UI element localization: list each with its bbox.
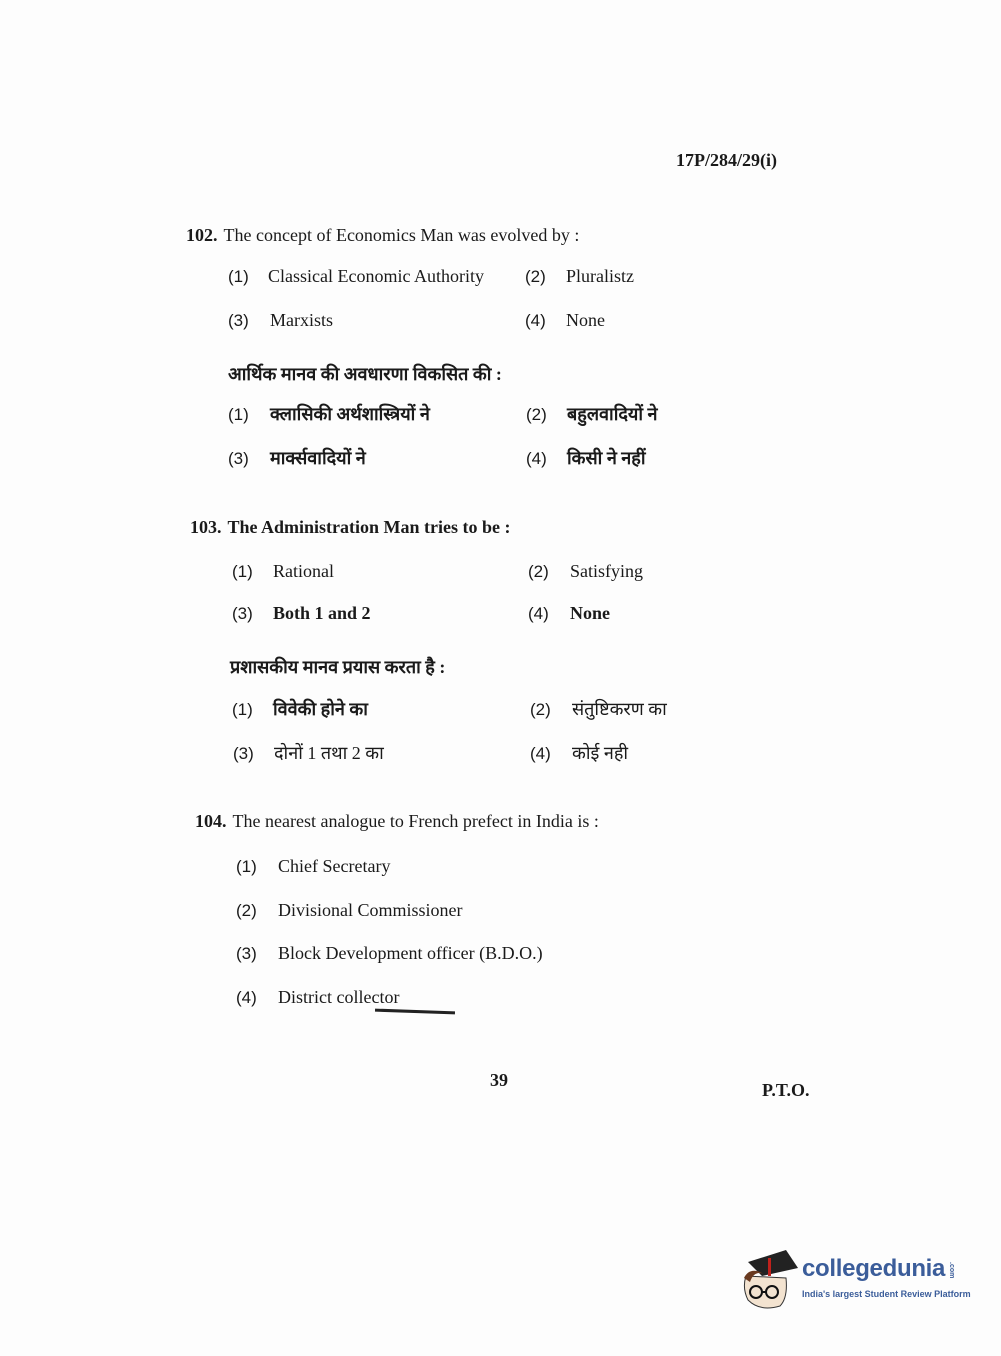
option-number: (3) [228, 449, 249, 468]
option-text: None [566, 310, 605, 330]
option-row [236, 900, 463, 921]
option-text: Block Development officer (B.D.O.) [278, 943, 543, 963]
option-number: (1) [232, 562, 253, 581]
option-row [228, 310, 605, 331]
option-row [232, 603, 610, 624]
option-number: (3) [233, 744, 254, 763]
option-number: (2) [236, 901, 257, 920]
question-text-en: The Administration Man tries to be : [227, 517, 511, 537]
option-number: (1) [228, 267, 249, 286]
option-text: दोनों 1 तथा 2 का [274, 743, 384, 763]
watermark-tagline: India's largest Student Review Platform [802, 1289, 971, 1299]
option-number: (1) [236, 857, 257, 876]
option-number: (4) [526, 449, 547, 468]
option-text: क्लासिकी अर्थशास्त्रियों ने [270, 404, 430, 424]
option-text: Rational [273, 561, 334, 581]
option-number: (4) [236, 988, 257, 1007]
option-text: किसी ने नहीं [567, 448, 646, 468]
option-text: संतुष्टिकरण का [572, 699, 667, 719]
option-row [228, 448, 646, 469]
option-row [236, 987, 399, 1008]
watermark-suffix: .com [948, 1262, 956, 1279]
question-header [186, 224, 579, 246]
page-number: 39 [490, 1070, 508, 1090]
option-text: Both 1 and 2 [273, 603, 371, 623]
option-row [228, 404, 658, 425]
option-row [236, 856, 390, 877]
option-row [233, 743, 628, 764]
option-text: Classical Economic Authority [268, 266, 484, 286]
option-number: (2) [525, 267, 546, 286]
question-number: 102. [186, 225, 218, 245]
collegedunia-watermark [740, 1248, 980, 1318]
option-text: विवेकी होने का [273, 699, 368, 719]
question-text-hi: प्रशासकीय मानव प्रयास करता है : [230, 657, 446, 677]
option-number: (2) [528, 562, 549, 581]
option-text: District collector [278, 987, 400, 1007]
option-text: None [570, 603, 610, 623]
option-number: (2) [526, 405, 547, 424]
option-row [232, 699, 667, 720]
question-header [190, 516, 511, 538]
question-number: 104. [195, 811, 227, 831]
paper-code: 17P/284/29(i) [676, 150, 777, 170]
option-text: मार्क्सवादियों ने [270, 448, 366, 468]
option-text: Marxists [270, 310, 333, 330]
option-number: (3) [228, 311, 249, 330]
watermark-brand: collegedunia [802, 1255, 946, 1282]
option-row [232, 561, 643, 582]
option-number: (4) [528, 604, 549, 623]
question-text-hi: आर्थिक मानव की अवधारणा विकसित की : [228, 364, 502, 384]
watermark-text [802, 1254, 971, 1300]
option-number: (4) [525, 311, 546, 330]
option-number: (4) [530, 744, 551, 763]
option-number: (1) [232, 700, 253, 719]
option-row [236, 943, 543, 964]
option-text: कोई नही [572, 743, 629, 763]
mascot-logo-icon [740, 1248, 800, 1316]
question-text-en: The concept of Economics Man was evolved by : [223, 225, 580, 245]
option-text: Chief Secretary [278, 856, 391, 876]
pto-label: P.T.O. [762, 1080, 810, 1100]
option-number: (3) [236, 944, 257, 963]
question-header [195, 810, 599, 832]
option-row [228, 266, 634, 287]
option-number: (1) [228, 405, 249, 424]
question-text-en: The nearest analogue to French prefect in India is : [232, 811, 599, 831]
pen-underline-mark [375, 1009, 455, 1015]
option-text: Divisional Commissioner [278, 900, 463, 920]
question-number: 103. [190, 517, 222, 537]
option-number: (2) [530, 700, 551, 719]
option-text: Pluralistz [566, 266, 634, 286]
option-number: (3) [232, 604, 253, 623]
option-text: Satisfying [570, 561, 644, 581]
option-text: बहुलवादियों ने [567, 404, 658, 424]
